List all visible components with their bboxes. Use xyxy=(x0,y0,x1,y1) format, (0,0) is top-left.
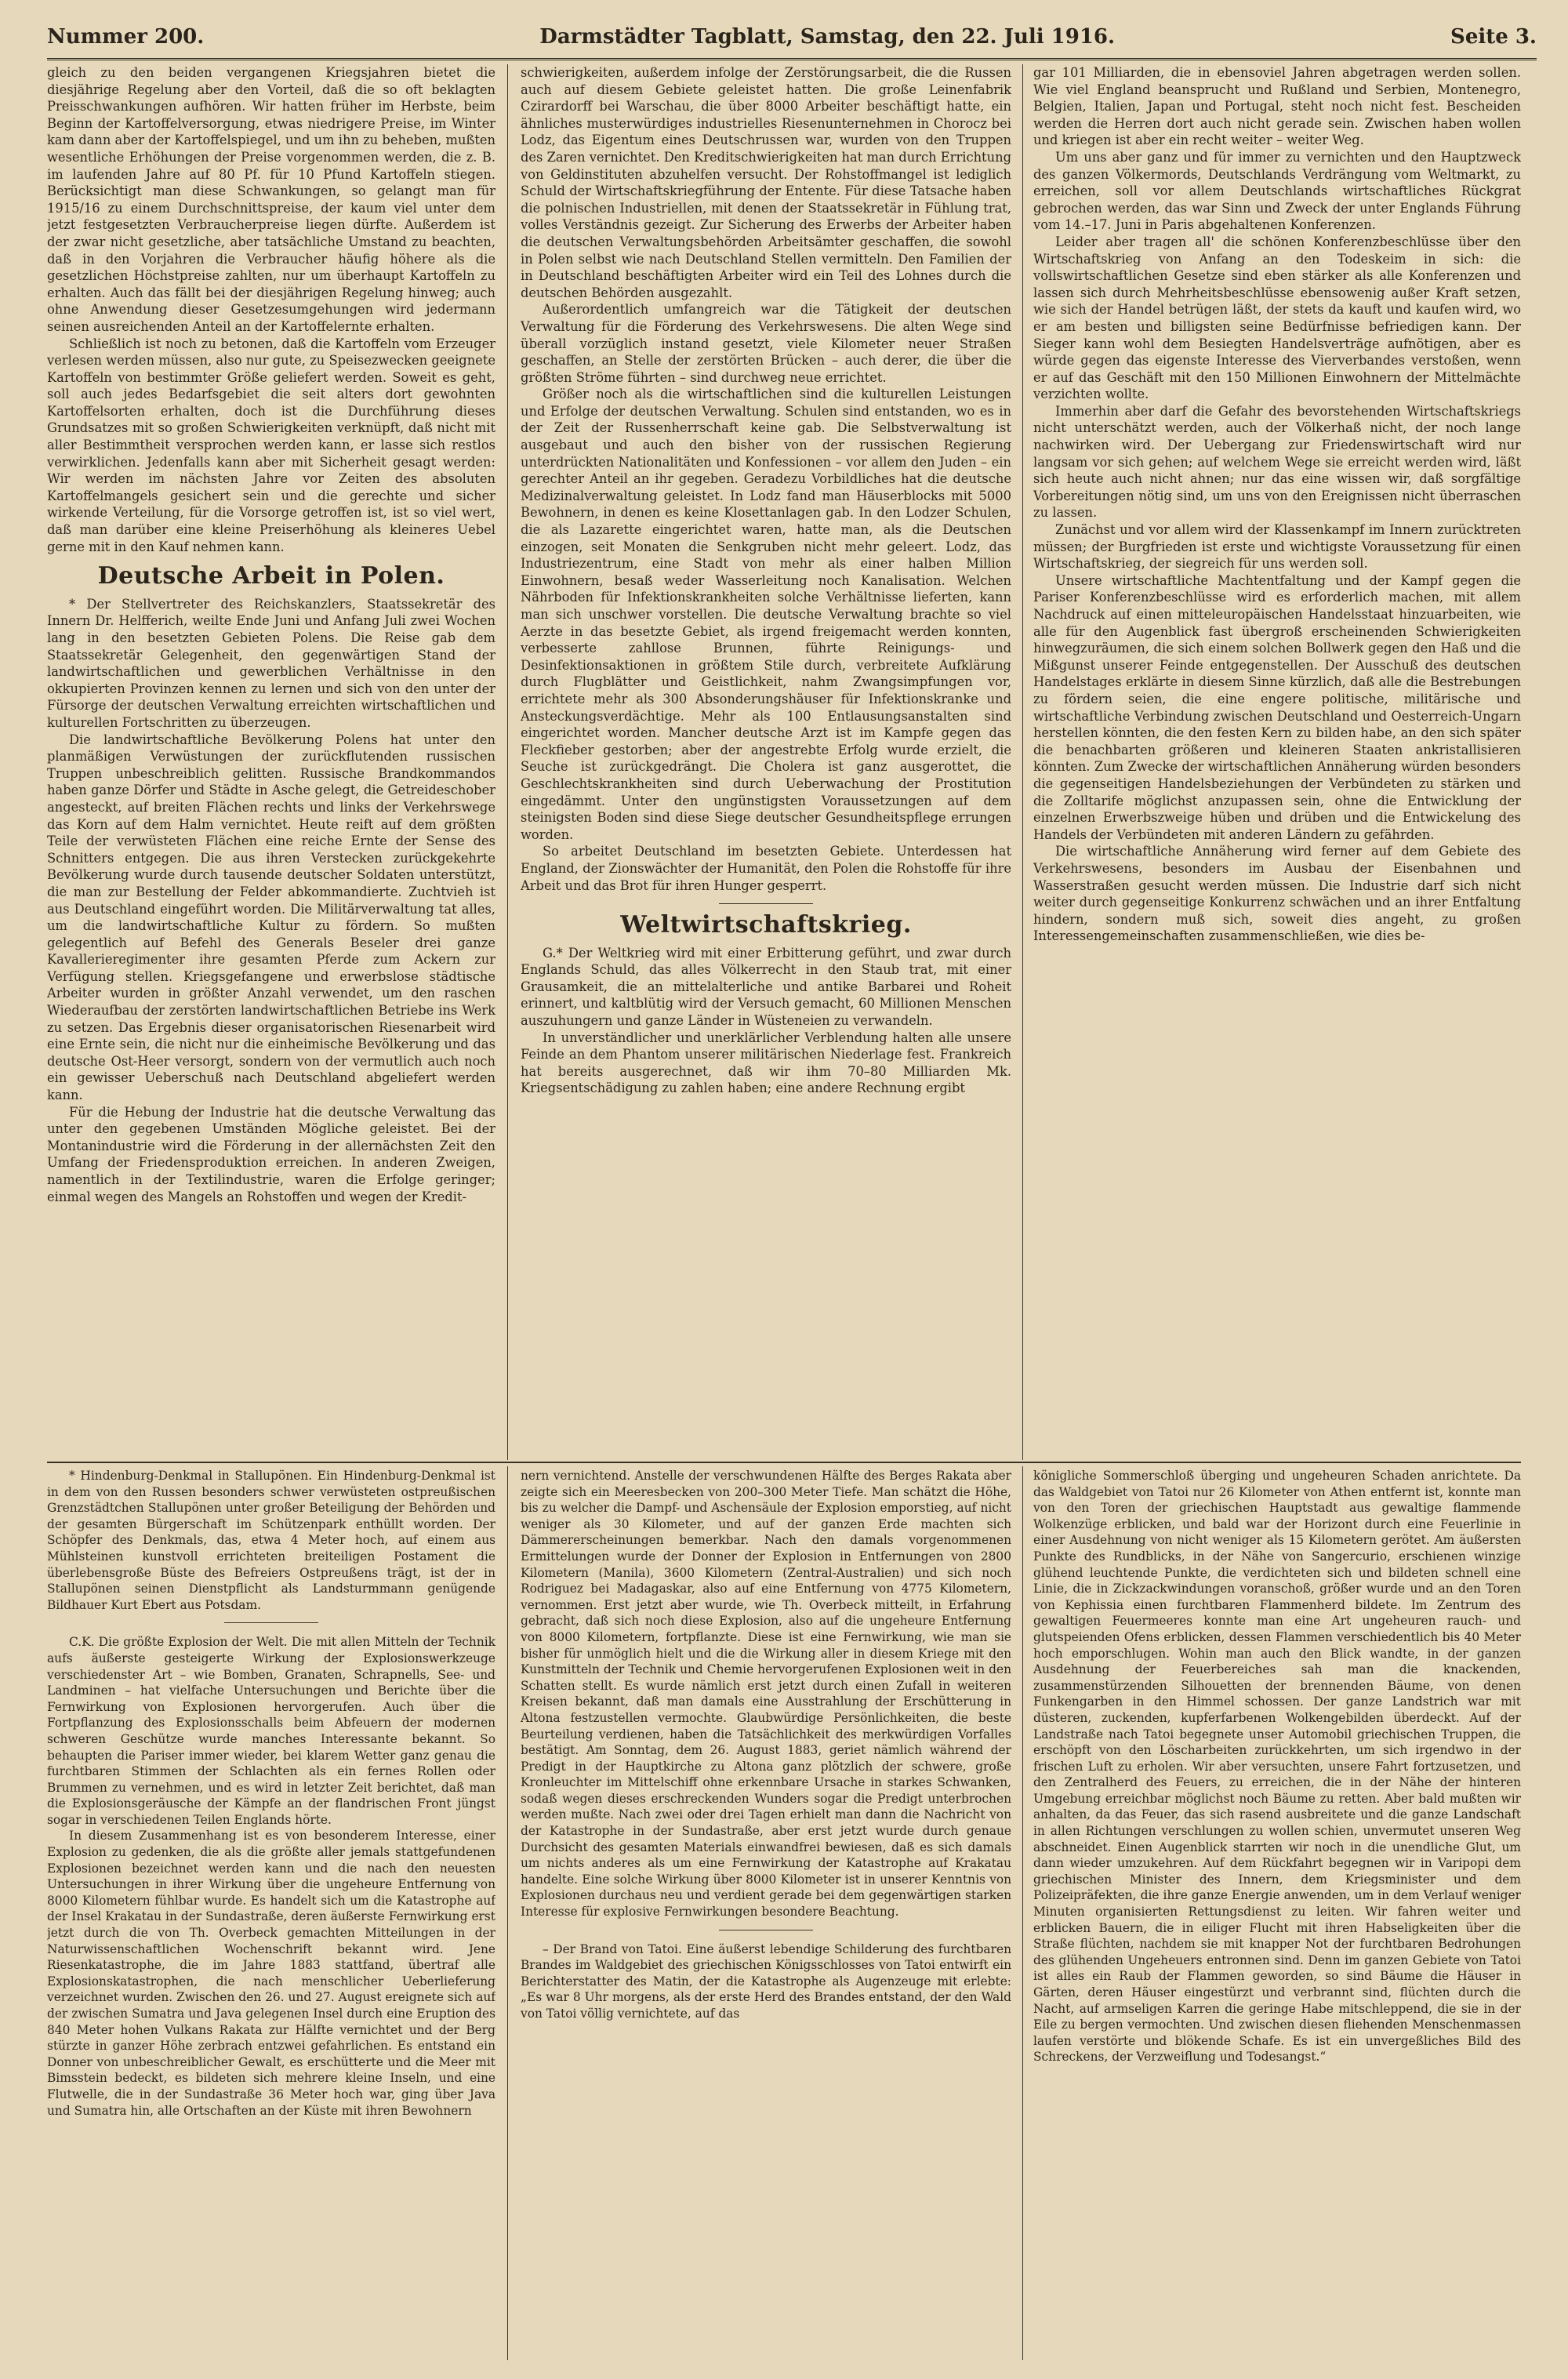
paragraph: Die landwirtschaftliche Bevölkerung Polens hat unter den planmäßigen Verwüstungen der zurückflutenden russischen Truppen unbeschreiblich gelitten. Russische Brandkommandos haben ganze Dörfer und Städte in Asche gelegt, die Getreideschober angesteckt, auf breiten Flächen rechts und links der Verkehrswege das Korn auf dem Halm vernichtet. Heute reift auf dem größten Teile der verwüsteten Flächen eine reiche Ernte der Sense des Schnitters entgegen. Die aus ihren Verstecken zurückgekehrte Bevölkerung wurde durch tausende deutscher Soldaten unterstützt, die man zur Bestellung der Felder abkommandierte. Zuchtvieh ist aus Deutschland eingeführt worden. Die Militärverwaltung tat alles, um die landwirtschaftliche Kultur zu fördern. So mußten gelegentlich auf Befehl des Generals Beseler drei ganze Kavallerieregimenter ihre gesamten Pferde zum Ackern zur Verfügung stellen. Kriegsgefangene und erwerbslose städtische Arbeiter wurden in größter Anzahl verwendet, um den raschen Wiederaufbau der zerstörten landwirtschaftlichen Betriebe ins Werk zu setzen. Das Ergebnis dieser organisatorischen Riesenarbeit wird eine Ernte sein, die nicht nur die einheimische Bevölkerung und das deutsche Ost-Heer versorgt, sondern von der vermutlich auch noch ein gewisser Ueberschuß nach Deutschland abgeliefert werden kann. xyxy=(47,732,495,1103)
column-divider xyxy=(1022,1466,1023,2360)
feuilleton-column-2 xyxy=(521,1468,1011,2358)
paragraph: G.* Der Weltkrieg wird mit einer Erbitterung geführt, und zwar durch Englands Schuld, das alles Völkerrecht in den Staub trat, mit einer Grausamkeit, die an mittelalterliche und antike Barbarei und Roheit erinnert, und kaltblütig wird der Versuch gemacht, 60 Millionen Menschen auszuhungern und ganze Länder in Wüsteneien zu verwandeln. xyxy=(521,945,1011,1029)
column-divider xyxy=(1022,64,1023,1460)
column-2 xyxy=(521,64,1011,1458)
page-number: Seite 3. xyxy=(1450,25,1537,49)
article-heading-poland: Deutsche Arbeit in Polen. xyxy=(97,562,445,590)
paragraph: * Der Stellvertreter des Reichskanzlers, Staatssekretär des Innern Dr. Helfferich, weilte Ende Juni und Anfang Juli zwei Wochen lang in den besetzten Gebieten Polens. Die Reise gab dem Staatssekretär Gelegenheit, den gegenwärtigen Stand der landwirtschaftlichen und gewerblichen Verhältnisse in den okkupierten Provinzen kennen zu lernen und sich von den unter der Fürsorge der deutschen Verwaltung erreichten wirtschaftlichen und kulturellen Fortschritten zu überzeugen. xyxy=(47,596,495,730)
paragraph: So arbeitet Deutschland im besetzten Gebiete. Unterdessen hat England, der Zionswächter der Humanität, den Polen die Rohstoffe für ihre Arbeit und das Brot für ihren Hunger gesperrt. xyxy=(521,844,1011,893)
article-end-rule xyxy=(719,903,813,904)
newspaper-title-date: Darmstädter Tagblatt, Samstag, den 22. Juli 1916. xyxy=(539,25,1116,49)
article-end-rule xyxy=(224,1622,318,1623)
paragraph: In diesem Zusammenhang ist es von besonderem Interesse, einer Explosion zu gedenken, die als die größte aller jemals stattgefundenen Explosionen bezeichnet werden kann und die nach den neuesten Untersuchungen in ihrer Wirkung über die ungeheure Entfernung von 8000 Kilometern fühlbar wurde. Es handelt sich um die Katastrophe auf der Insel Krakatau in der Sundastraße, deren äußerste Fernwirkung erst jetzt durch die von Th. Overbeck gemachten Mitteilungen in der Naturwissenschaftlichen Wochenschrift bekannt wird. Jene Riesenkatastrophe, die im Jahre 1883 stattfand, übertraf alle Explosionskatastrophen, die nach menschlicher Ueberlieferung verzeichnet wurden. Zwischen den 26. und 27. August ereignete sich auf der zwischen Sumatra und Java gelegenen Insel durch eine Eruption des 840 Meter hohen Vulkans Rakata zur Hälfte vernichtet und der Berg stürzte in ganzer Höhe zerbrach entzwei gefahrlichen. Es entstand ein Donner von unbeschreiblicher Gewalt, es erschütterte und die Meer mit Bimsstein bedeckt, es bildeten sich mehrere kleine Inseln, und eine Flutwelle, die in der Sundastraße 36 Meter hoch war, ging über Java und Sumatra hin, alle Ortschaften an der Küste mit ihren Bewohnern xyxy=(47,1829,495,2118)
paragraph: Zunächst und vor allem wird der Klassenkampf im Innern zurücktreten müssen; der Burgfrieden ist erste und wichtigste Voraussetzung für einen Wirtschaftskrieg, der siegreich für uns werden soll. xyxy=(1033,522,1521,572)
paragraph: C.K. Die größte Explosion der Welt. Die mit allen Mitteln der Technik aufs äußerste gesteigerte Wirkung der Explosionswerkzeuge verschiedenster Art – wie Bomben, Granaten, Schrapnells, See- und Landminen – hat vielfache Untersuchungen und Berichte über die Fernwirkung von Explosionen hervorgerufen. Auch über die Fortpflanzung des Explosionsschalls beim Abfeuern der modernen schweren Geschütze wurde manches Interessante bekannt. So behaupten die Pariser immer wieder, bei klarem Wetter ganz genau die furchtbaren Stimmen der Schlachten als ein fernes Rollen oder Brummen zu vernehmen, und es wird in letzter Zeit berichtet, daß man die Explosionsgeräusche der Kämpfe an der flandrischen Front jüngst sogar in verschiedenen Teilen Englands hörte. xyxy=(47,1635,495,1827)
paragraph: Immerhin aber darf die Gefahr des bevorstehenden Wirtschaftskriegs nicht unterschätzt werden, auch der Völkerhaß nicht, der noch lange nachwirken wird. Der Uebergang zur Friedenswirtschaft wird nur langsam vor sich gehen; auf welchem Wege sie erreicht werden wird, läßt sich heute auch nicht ahnen; nur das eine wissen wir, daß sorgfältige Vorbereitungen nötig sind, um uns von den Ereignissen nicht überraschen zu lassen. xyxy=(1033,403,1521,521)
paragraph: Größer noch als die wirtschaftlichen sind die kulturellen Leistungen und Erfolge der deutschen Verwaltung. Schulen sind entstanden, wo es in der Zeit der Russenherrschaft keine gab. Die Selbstverwaltung ist ausgebaut und auch den bisher von der russischen Regierung unterdrückten Nationalitäten und Konfessionen – vor allem den Juden – ein gerechter Anteil an ihr gegeben. Geradezu Vorbildliches hat die deutsche Medizinalverwaltung geleistet. In Lodz fand man Häuserblocks mit 5000 Bewohnern, in denen es keine Klosettanlagen gab. In den Lodzer Schulen, die als Lazarette eingerichtet waren, hatte man, als die Deutschen einzogen, seit Monaten die Senkgruben nicht mehr geleert. Lodz, das Industriezentrum, eine Stadt von mehr als einer halben Million Einwohnern, besaß weder Wasserleitung noch Kanalisation. Welchen Nährboden für Infektionskrankheiten solche Verhältnisse lieferten, kann man sich unschwer vorstellen. Die deutsche Verwaltung brachte so viel Aerzte in das besetzte Gebiet, als irgend freigemacht werden konnten, verbesserte zahllose Brunnen, führte Reinigungs- und Desinfektionsaktionen in größtem Stile durch, verbreitete Aufklärung durch Flugblätter und Geistlichkeit, nahm Zwangsimpfungen vor, errichtete mehr als 300 Absonderungshäuser für Infektionskranke und Ansteckungsverdächtige. Mehr als 100 Entlausungsanstalten sind eingerichtet worden. Mancher deutsche Arzt ist im Kampfe gegen das Fleckfieber gestorben; aber der angestrebte Erfolg wurde erzielt, die Seuche ist zurückgedrängt. Die Cholera ist ganz ausgerottet, die Geschlechtskrankheiten sind durch Ueberwachung der Prostitution eingedämmt. Unter den ungünstigsten Voraussetzungen auf dem steinigsten Boden sind diese Siege deutscher Gesundheitspflege errungen worden. xyxy=(521,387,1011,842)
paragraph: Leider aber tragen all' die schönen Konferenzbeschlüsse über den Wirtschaftskrieg von Anfang an den Todeskeim in sich: die vollswirtschaftlichen Gesetze sind eben stärker als alle Konferenzen und lassen sich durch Mehrheitsbeschlüsse ebensowenig außer Kraft setzen, wie sich der Handel betrügen läßt, der stets da kauft und kaufen wird, wo er am besten und billigsten seine Bedürfnisse befriedigen kann. Der Sieger kann wohl dem Besiegten Handelsverträge aufnötigen, aber es würde gegen das eigenste Interesse des Vierverbandes verstoßen, wenn er auf das Geschäft mit den 150 Millionen Einwohnern der Mittelmächte verzichten wollte. xyxy=(1033,234,1521,402)
paragraph: Außerordentlich umfangreich war die Tätigkeit der deutschen Verwaltung für die Förderung des Verkehrswesens. Die alten Wege sind überall vorzüglich instand gesetzt, viele Kilometer neuer Straßen geschaffen, an Stelle der zerstörten Brücken – auch derer, die über die größten Ströme führten – sind durchweg neue errichtet. xyxy=(521,302,1011,385)
paragraph: In unverständlicher und unerklärlicher Verblendung halten alle unsere Feinde an dem Phantom unserer militärischen Niederlage fest. Frankreich hat bereits ausgerechnet, daß wir ihm 70–80 Milliarden Mk. Kriegsentschädigung zu zahlen haben; eine andere Rechnung ergibt xyxy=(521,1030,1011,1096)
feuilleton-column-3 xyxy=(1033,1468,1521,2358)
paragraph: Unsere wirtschaftliche Machtentfaltung und der Kampf gegen die Pariser Konferenzbeschlüsse wird es erforderlich machen, mit allem Nachdruck auf einen mitteleuropäischen Handelsstaat hinzuarbeiten, wie alle für den Augenblick fast übergroß erscheinenden Schwierigkeiten hinwegzuräumen, die sich einem solchen Bollwerk gegen den Haß und die Mißgunst unserer Feinde entgegenstellen. Der Ausschuß des deutschen Handelstages erklärte in diesem Sinne kürzlich, daß alle die Bestrebungen zu fördern seien, die eine engere politische, militärische und wirtschaftliche Verbindung zwischen Deutschland und Oesterreich-Ungarn herstellen könnten, die den festen Kern zu bilden habe, an den sich später die benachbarten größeren und kleineren Staaten ankristallisieren könnten. Zum Zwecke der wirtschaftlichen Annäherung würden besonders die gegenseitigen Handelsbeziehungen der Verbündeten zu stärken und die Zolltarife möglichst anzupassen sein, ohne die Entwicklung der einzelnen Erwerbszweige hüben und drüben und die Entwickelung des Handels der Verbündeten mit anderen Ländern zu gefährden. xyxy=(1033,572,1521,842)
feuilleton-rule xyxy=(47,1462,1521,1463)
paragraph: Die wirtschaftliche Annäherung wird ferner auf dem Gebiete des Verkehrswesens, besonders im Ausbau der Eisenbahnen und Wasserstraßen gesucht werden müssen. Die Industrie darf sich nicht weiter durch gegenseitige Konkurrenz schwächen und an ihrer Entfaltung hindern, sondern muß sich, soweit dies angeht, zu großen Interessengemeinschaften zusammenschließen, wie dies be- xyxy=(1033,844,1521,944)
paragraph: Schließlich ist noch zu betonen, daß die Kartoffeln vom Erzeuger verlesen werden müssen, also nur gute, zu Speisezwecken geeignete Kartoffeln von bestimmter Größe geliefert werden. Soweit es geht, soll auch jedes Bedarfsgebiet die seit alters dort gewohnten Kartoffelsorten erhalten, doch ist die Durchführung dieses Grundsatzes mit so großen Schwierigkeiten verknüpft, daß nicht mit aller Bestimmtheit versprochen werden kann, er lasse sich restlos verwirklichen. Jedenfalls kann aber mit Sicherheit gesagt werden: Wir werden im nächsten Jahre vor Zeiten des absoluten Kartoffelmangels gesichert sein und die gerechte und sicher wirkende Verteilung, für die Vorsorge getroffen ist, ist so viel wert, daß man darüber eine kleine Preiserhöhung als kleineres Uebel gerne mit in den Kauf nehmen kann. xyxy=(47,336,495,554)
paragraph: gar 101 Milliarden, die in ebensoviel Jahren abgetragen werden sollen. Wie viel England beansprucht und Rußland und Serbien, Montenegro, Belgien, Italien, Japan und Portugal, steht noch nicht fest. Bescheiden werden die Herren dort auch nicht gerade sein. Zwischen haben wollen und kriegen ist aber ein recht weiter – weiter Weg. xyxy=(1033,65,1521,148)
paragraph: * Hindenburg-Denkmal in Stallupönen. Ein Hindenburg-Denkmal ist in dem von den Russen besonders schwer verwüsteten ostpreußischen Grenzstädtchen Stallupönen unter großer Beteiligung der Behörden und der gesamten Bürgerschaft im Schützenpark enthüllt worden. Der Schöpfer des Denkmals, das, etwa 4 Meter hoch, auf einem aus Mühlsteinen kunstvoll errichteten breiteiligen Postament die überlebensgroße Büste des Befreiers Ostpreußens trägt, ist der in Stallupönen seinen Dienstpflicht als Landsturmmann genügende Bildhauer Kurt Ebert aus Potsdam. xyxy=(47,1469,495,1612)
issue-number: Nummer 200. xyxy=(47,25,205,49)
paragraph: Um uns aber ganz und für immer zu vernichten und den Hauptzweck des ganzen Völkermords, Deutschlands Verdrängung vom Weltmarkt, zu erreichen, soll vor allem Deutschlands wirtschaftliches Rückgrat gebrochen werden, das war Sinn und Zweck der unter Englands Führung vom 14.–17. Juni in Paris abgehaltenen Konferenzen. xyxy=(1033,149,1521,233)
paragraph: königliche Sommerschloß überging und ungeheuren Schaden anrichtete. Da das Waldgebiet von Tatoi nur 26 Kilometer von Athen entfernt ist, konnte man von den Toren der griechischen Hauptstadt aus gewaltige flammende Wolkenzüge erblicken, und bald war der Horizont durch eine Feuerlinie in einer Ausdehnung von nicht weniger als 15 Kilometern gerötet. Am äußersten Punkte des Rundblicks, in der Nähe von Sangercurio, erschienen winzige glühend leuchtende Punkte, die verdichteten sich und bildeten schnell eine Linie, die in Zickzackwindungen voranschoß, größer wurde und an den Toren von Kephissia einen furchtbaren Flammenherd bildete. Im Zentrum des gewaltigen Feuermeeres konnte man eine Art ungeheuren rauch- und glutspeienden Ofens erblicken, dessen Flammen verschiedentlich bis 40 Meter hoch emporschlugen. Wohin man auch den Blick wandte, in der ganzen Ausdehnung der Feuerbereiches sah man die knackenden, zusammenstürzenden Silhouetten der brennenden Bäume, von denen Funkengarben in den Himmel schossen. Der ganze Landstrich war mit düsteren, zuckenden, kupferfarbenen Wolkengebilden überdeckt. Auf der Landstraße nach Tatoi begegnete unser Automobil griechischen Truppen, die erschöpft von den Löscharbeiten zurückkehrten, um sich irgendwo in der frischen Luft zu erholen. Wir aber versuchten, unsere Fahrt fortzusetzen, und den Zentralherd des Feuers, zu erreichen, die in der Nähe der hinteren Umgebung erreichbar möglichst noch Bäume zu retten. Aber bald mußten wir anhalten, da das Feuer, das sich rasend ausbreitete und die ganze Landschaft in allen Richtungen verschlungen zu wollen schien, unvermutet unseren Weg abschneidet. Einen Augenblick starrten wir noch in die unendliche Glut, um dann wieder umzukehren. Auf dem Rückfahrt begegnen wir in Varipopi dem griechischen Minister des Innern, dem Kriegsminister und dem Polizeipräfekten, die ihre ganze Energie anwenden, um in dem Verlauf weniger Minuten organisierten Rettungsdienst zu leiten. Wir fahren weiter und erblicken Bauern, die in eiliger Flucht mit ihren Habseligkeiten über die Straße flüchten, nachdem sie mit knapper Not der furchtbaren Bedrohungen des glühenden Ungeheuers entronnen sind. Denn im ganzen Gebiete von Tatoi ist alles ein Raub der Flammen geworden, so sind Bäume die Häuser in Gärten, deren Häuser eingestürzt und verbrannt sind, flüchten durch die Nacht, auf armseligen Karren die geringe Habe mitschleppend, die sie in der Eile zu bergen vermochten. Und zwischen diesen fliehenden Menschenmassen laufen verstörte und blökende Schafe. Es ist ein unvergeßliches Bild des Schreckens, der Verzweiflung und Todesangst.“ xyxy=(1033,1469,1521,2065)
article-heading-economic-war: Weltwirtschaftskrieg. xyxy=(620,911,912,939)
paragraph: nern vernichtend. Anstelle der verschwundenen Hälfte des Berges Rakata aber zeigte sich ein Meeresbecken von 200–300 Meter Tiefe. Man schätzt die Höhe, bis zu welcher die Dampf- und Aschensäule der Explosion emporstieg, auf nicht weniger als 30 Kilometer, und auf der ganzen Erde machten sich Dämmererscheinungen bemerkbar. Nach den damals vorgenommenen Ermittelungen wurde der Donner der Explosion in Entfernungen von 2800 Kilometern (Manila), 3600 Kilometern (Zentral-Australien) und sich noch Rodriguez bei Madagaskar, also auf eine Entfernung von 4775 Kilometern, vernommen. Erst jetzt aber wurde, wie Th. Overbeck mitteilt, in Erfahrung gebracht, daß sich noch diese Explosion, also auf die ungeheure Entfernung von 8000 Kilometern, fortpflanzte. Diese ist eine Fernwirkung, wie man sie bisher für unmöglich hielt und die die Wirkung aller in diesem Kriege mit den Kunstmitteln der Technik und Chemie hervorgerufenen Explosionen weit in den Schatten stellt. Es wurde nämlich erst jetzt durch einen Zufall in weiteren Kreisen bekannt, daß man damals eine Ausstrahlung der Erschütterung in Altona festzustellen vermochte. Glaubwürdige Persönlichkeiten, die beste Beurteilung verdienen, haben die Tatsächlichkeit des merkwürdigen Vorfalles bestätigt. Am Sonntag, dem 26. August 1883, geriet nämlich während der Predigt in der Hauptkirche zu Altona ganz plötzlich der schwere, große Kronleuchter im Mittelschiff ohne erkennbare Ursache in starkes Schwanken, sodaß wegen dieses erschreckenden Wunders sogar die Predigt unterbrochen werden mußte. Nach zwei oder drei Tagen erhielt man dann die Nachricht von der Katastrophe in der Sundastraße, aber erst jetzt wurde durch genaue Durchsicht des gesamten Materials einwandfrei bewiesen, daß es sich damals um nichts anderes als um eine Fernwirkung der Katastrophe auf Krakatau handelte. Eine solche Wirkung über 8000 Kilometer ist in unserer Kenntnis von Explosionen durchaus neu und verdient gerade bei dem gegenwärtigen starken Interesse für explosive Fernwirkungen besondere Beachtung. xyxy=(521,1469,1011,1920)
masthead xyxy=(47,17,1537,56)
column-1 xyxy=(47,64,495,1458)
feuilleton-column-1 xyxy=(47,1468,495,2358)
column-divider xyxy=(507,1466,508,2360)
column-divider xyxy=(507,64,508,1460)
column-3 xyxy=(1033,64,1521,1458)
paragraph: gleich zu den beiden vergangenen Kriegsjahren bietet die diesjährige Regelung aber den Vorteil, daß die so oft beklagten Preisschwankungen aufhören. Wir hatten früher im Herbste, beim Beginn der Kartoffelversorgung, etwas niedrigere Preise, im Winter kam dann aber der Kartoffelspiegel, und um ihn zu beheben, mußten wesentliche Erhöhungen der Preise vorgenommen werden, die z. B. im laufenden Jahre auf 80 Pf. für 10 Pfund Kartoffeln stiegen. Berücksichtigt man diese Schwankungen, so gelangt man für 1915/16 zu einem Durchschnittspreise, der kaum viel unter dem jetzt festgesetzten Verbraucherpreise liegen dürfte. Außerdem ist der zwar nicht gesetzliche, aber tatsächliche Umstand zu beachten, daß in den Vorjahren die Verbraucher häufig höhere als die gesetzlichen Höchstpreise zahlten, nur um überhaupt Kartoffeln zu erhalten. Auch das fällt bei der diesjährigen Regelung hinweg; auch ohne Anwendung dieser Gesetzesumgehungen wird jedermann seinen ausreichenden Anteil an der Kartoffelernte erhalten. xyxy=(47,65,495,334)
paragraph: Für die Hebung der Industrie hat die deutsche Verwaltung das unter den gegebenen Umständen Mögliche geleistet. Bei der Montanindustrie wird die Förderung in der allernächsten Zeit den Umfang der Friedensproduktion erreichen. In anderen Zweigen, namentlich in der Textilindustrie, waren die Erfolge geringer; einmal wegen des Mangels an Rohstoffen und wegen der Kredit- xyxy=(47,1104,495,1204)
paragraph: – Der Brand von Tatoi. Eine äußerst lebendige Schilderung des furchtbaren Brandes im Waldgebiet des griechischen Königsschlosses von Tatoi entwirft ein Berichterstatter des Matin, der die Katastrophe als Augenzeuge mit erlebte: „Es war 8 Uhr morgens, als der erste Herd des Brandes entstand, der den Wald von Tatoi völlig vernichtete, auf das xyxy=(521,1941,1011,2021)
paragraph: schwierigkeiten, außerdem infolge der Zerstörungsarbeit, die die Russen auch auf diesem Gebiete geleistet hatten. Die große Leinenfabrik Czirardorff bei Warschau, die über 8000 Arbeiter beschäftigt hatte, ein ähnliches musterwürdiges industrielles Riesenunternehmen in Chorocz bei Lodz, das Eigentum eines Deutschrussen war, wurden von den Truppen des Zaren vernichtet. Den Kreditschwierigkeiten hat man durch Errichtung von Geldinstituten abzuhelfen versucht. Der Rohstoffmangel ist lediglich Schuld der Wirtschaftskriegführung der Entente. Für diese Tatsache haben die polnischen Industriellen, mit denen der Staatssekretär in Fühlung trat, volles Verständnis gezeigt. Zur Sicherung des Erwerbs der Arbeiter haben die deutschen Verwaltungsbehörden Arbeitsämter geschaffen, die sowohl in Polen selbst wie nach Deutschland Stellen vermitteln. Den Familien der in Deutschland beschäftigten Arbeiter wird ein Teil des Lohnes durch die deutschen Behörden ausgezahlt. xyxy=(521,65,1011,300)
masthead-rule xyxy=(47,58,1537,60)
